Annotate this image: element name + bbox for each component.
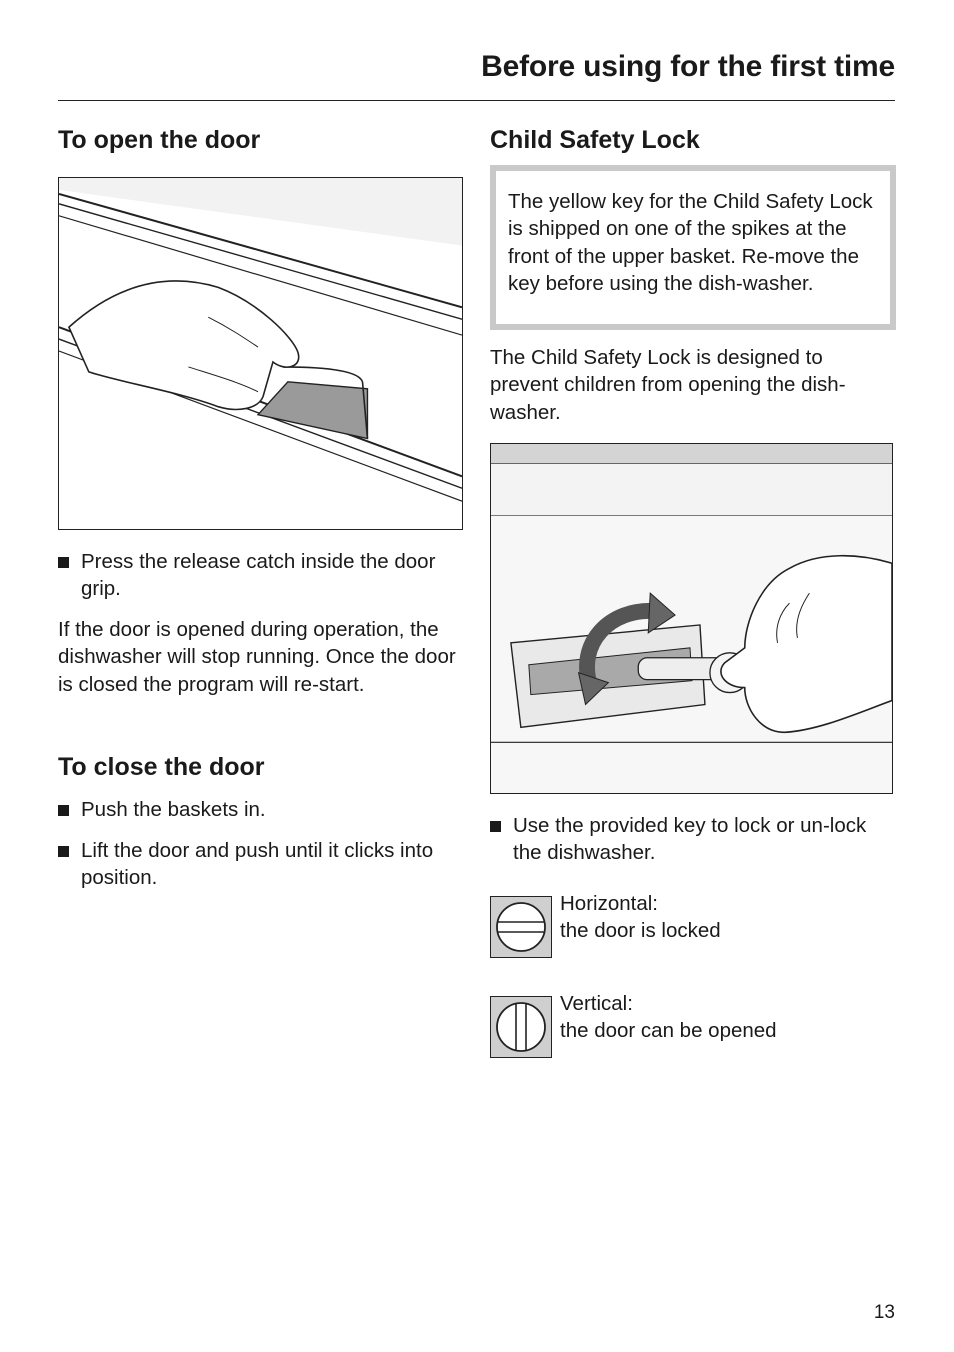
close-door-bullet-2 [58,837,438,892]
symbol-text-vertical [560,990,777,1045]
title-rule [58,100,895,101]
note-text: The yellow key for the Child Safety Lock is shipped on one of the spikes at the front of the upper basket. Re-move the key before using the dish-washer. [496,171,890,324]
open-door-bullet [58,548,463,603]
symbol-label: Vertical: [560,992,633,1015]
bullet-square [58,805,69,816]
lock-paragraph: The Child Safety Lock is designed to prevent children from opening the dish-washer. [490,346,846,424]
bullet-square [490,821,501,832]
open-door-heading: To open the door [58,126,261,154]
open-door-bullet-text: Press the release catch inside the door grip. [81,550,436,601]
symbol-description: the door can be opened [560,1019,777,1043]
note-box [490,165,896,330]
open-door-illustration [58,177,463,530]
page-title: Before using for the first time [481,50,895,83]
close-door-bullet-text: Push the baskets in. [81,798,266,821]
bullet-square [58,557,69,568]
open-door-paragraph: If the door is opened during operation, the dishwasher will stop running. Once the door is closed the program will re-start. [58,618,456,696]
symbol-text-horizontal [560,890,721,945]
bullet-square [58,846,69,857]
lock-bullet [490,812,880,867]
close-door-bullet-1 [58,796,463,823]
close-door-heading: To close the door [58,753,265,781]
page-number: 13 [873,1302,895,1323]
symbol-label: Horizontal: [560,892,658,915]
lock-bullet-text: Use the provided key to lock or un-lock the dishwasher. [513,814,867,865]
lock-horizontal-icon [490,896,552,958]
close-door-bullet-text: Lift the door and push until it clicks into position. [81,839,434,890]
lock-vertical-icon [490,996,552,1058]
symbol-description: the door is locked [560,919,721,943]
child-safety-lock-heading: Child Safety Lock [490,126,700,154]
child-lock-illustration [490,443,893,794]
